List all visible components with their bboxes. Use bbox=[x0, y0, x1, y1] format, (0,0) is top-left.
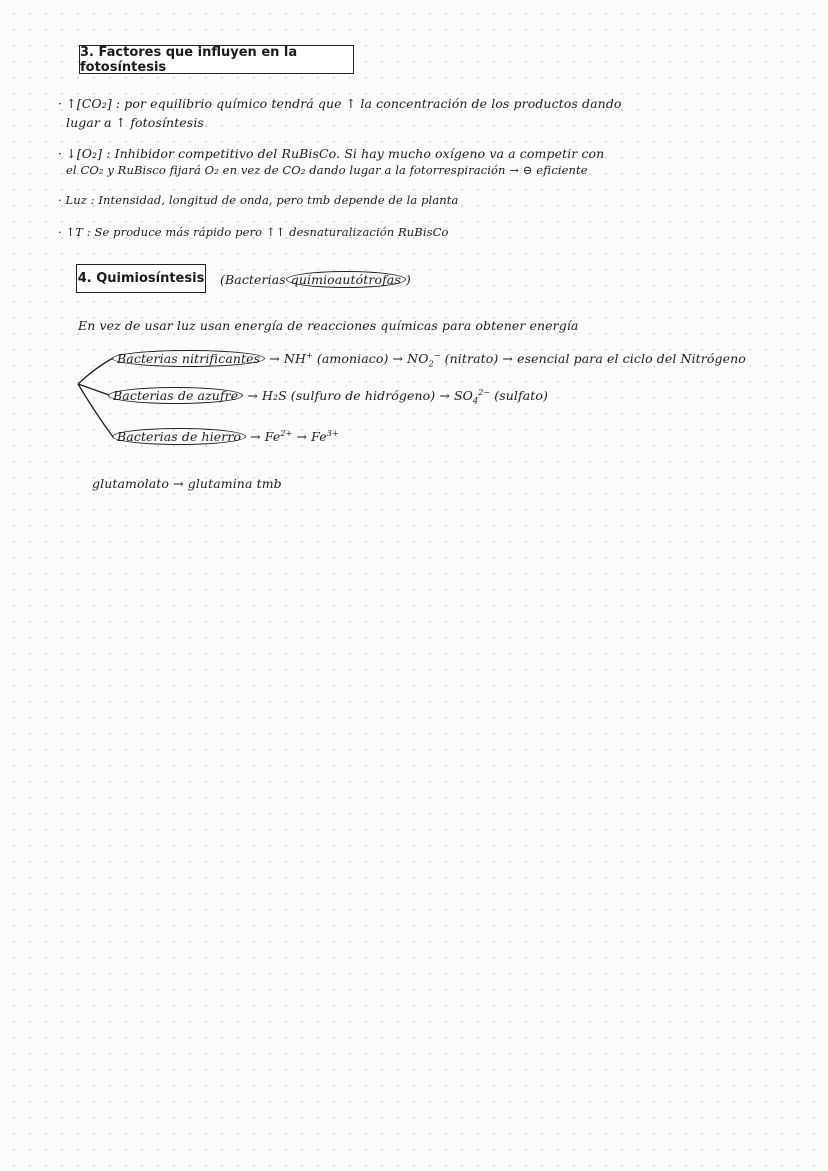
nitrifying-p2: (amoniaco) → NO bbox=[312, 351, 429, 366]
sulfur-p2: (sulfato) bbox=[490, 388, 549, 403]
co2-item-line2: lugar a ↑ fotosíntesis bbox=[66, 115, 204, 130]
section-4-title-text: 4. Quimiosíntesis bbox=[77, 271, 205, 286]
section-3-title-text: 3. Factores que influyen en la fotosíntesis bbox=[80, 44, 298, 75]
co2-item-line1: · ↑[CO₂] : por equilibrio químico tendrá que ↑ la concentración de los productos dando bbox=[58, 96, 622, 111]
nitrifying-p1-sup: + bbox=[305, 350, 313, 360]
nitrifying-bacteria-label: Bacterias nitrificantes bbox=[112, 350, 265, 367]
nitrifying-p1: → NH bbox=[269, 351, 306, 366]
chemosynthesis-intro: En vez de usar luz usan energía de reacciones químicas para obtener energía bbox=[78, 318, 579, 333]
branch-iron bbox=[112, 428, 339, 445]
iron-p1: → Fe bbox=[250, 429, 281, 444]
circled-quimioautotrofas: quimioautótrofas bbox=[286, 271, 406, 288]
subtitle-prefix: (Bacterias bbox=[220, 272, 286, 287]
iron-p2: → Fe bbox=[292, 429, 327, 444]
glutamine-note: glutamolato → glutamina tmb bbox=[92, 476, 282, 491]
nitrifying-p2-sup: − bbox=[433, 350, 441, 360]
sulfur-p1-sup: 2− bbox=[478, 387, 491, 397]
branch-sulfur bbox=[108, 387, 548, 406]
nitrifying-p3: (nitrato) → esencial para el ciclo del Nitrógeno bbox=[440, 351, 746, 366]
nitrifying-p2-sub: 2 bbox=[428, 359, 434, 369]
temperature-item: · ↑T : Se produce más rápido pero ↑↑ desnaturalización RuBisCo bbox=[58, 225, 449, 239]
o2-item-line1: · ↓[O₂] : Inhibidor competitivo del RuBisCo. Si hay mucho oxígeno va a competir con bbox=[58, 146, 605, 161]
sulfur-p1: → H₂S (sulfuro de hidrógeno) → SO bbox=[247, 388, 474, 403]
light-item: · Luz : Intensidad, longitud de onda, pero tmb depende de la planta bbox=[58, 193, 459, 207]
iron-p2-sup: 3+ bbox=[326, 428, 339, 438]
subtitle-suffix: ) bbox=[405, 272, 411, 287]
branch-nitrifying bbox=[112, 350, 746, 369]
sulfur-bacteria-label: Bacterias de azufre bbox=[108, 387, 243, 404]
iron-p1-sup: 2+ bbox=[280, 428, 293, 438]
iron-bacteria-label: Bacterias de hierro bbox=[112, 428, 246, 445]
o2-item-line2: el CO₂ y RuBisco fijará O₂ en vez de CO₂ dando lugar a la fotorrespiración → ⊖ eficiente bbox=[66, 163, 588, 177]
sulfur-p1-sub: 4 bbox=[473, 396, 479, 406]
